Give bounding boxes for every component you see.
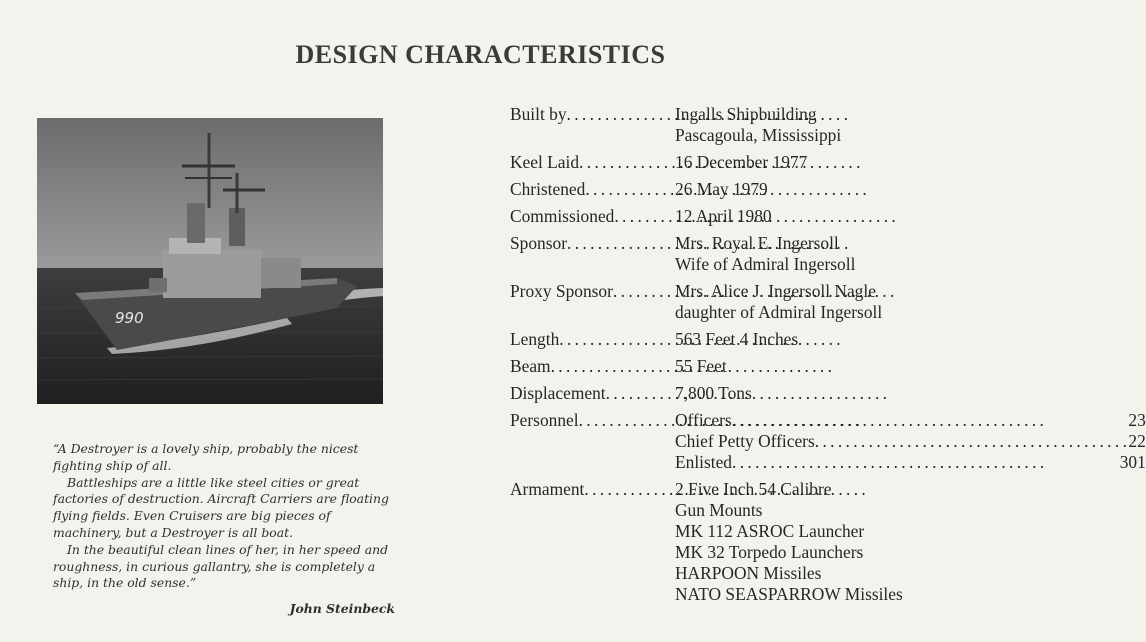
spec-armament xyxy=(510,479,945,605)
spec-label: Length xyxy=(510,329,560,349)
spec-label: Displacement xyxy=(510,383,606,403)
quote-author: John Steinbeck xyxy=(289,601,395,617)
spec-value: 7,800 Tons xyxy=(675,383,752,403)
page-title: DESIGN CHARACTERISTICS xyxy=(295,40,666,69)
spec-length xyxy=(510,329,945,350)
spec-value: Wife of Admiral Ingersoll xyxy=(675,254,856,274)
spec-value: NATO SEASPARROW Missiles xyxy=(675,584,903,604)
spec-sponsor xyxy=(510,233,945,275)
spec-value: 26 May 1979 xyxy=(675,179,768,199)
spec-value: MK 112 ASROC Launcher xyxy=(675,521,865,541)
hull-number: 990 xyxy=(115,309,144,327)
spec-value: Mrs. Royal E. Ingersoll xyxy=(675,233,839,253)
quote-paragraph-1: “A Destroyer is a lovely ship, probably the nicest fighting ship of all. xyxy=(53,441,359,473)
steinbeck-quote xyxy=(53,441,403,618)
spec-value: Gun Mounts xyxy=(675,500,763,520)
spec-label: Sponsor xyxy=(510,233,568,253)
spec-value: 563 Feet 4 Inches xyxy=(675,329,799,349)
personnel-enlisted: Enlisted . . . 301 xyxy=(675,452,1146,473)
spec-label: Proxy Sponsor xyxy=(510,281,613,301)
spec-value: 2 Five Inch 54 Calibre xyxy=(675,479,832,499)
spec-label: Commissioned xyxy=(510,206,615,226)
spec-value: 55 Feet xyxy=(675,356,727,376)
quote-paragraph-3: In the beautiful clean lines of her, in her speed and roughness, in curious gallantry, she is completely a ship, in the old sense.” xyxy=(53,541,389,591)
spec-label: Armament xyxy=(510,479,585,499)
spec-value: Pascagoula, Mississippi xyxy=(675,125,842,145)
spec-label: Personnel xyxy=(510,410,579,430)
spec-label: Built by xyxy=(510,104,567,124)
spec-personnel xyxy=(510,410,1146,473)
spec-label: Keel Laid xyxy=(510,152,580,172)
spec-value: daughter of Admiral Ingersoll xyxy=(675,302,883,322)
spec-value: 12 April 1980 xyxy=(675,206,772,226)
spec-built-by xyxy=(510,104,945,146)
spec-beam xyxy=(510,356,945,377)
spec-label: Christened xyxy=(510,179,586,199)
personnel-officers: Officers . . . 23 xyxy=(675,410,1146,431)
spec-displacement xyxy=(510,383,945,404)
spec-proxy-sponsor xyxy=(510,281,945,323)
spec-value: Mrs. Alice J. Ingersoll Nagle xyxy=(675,281,876,301)
spec-label: Beam xyxy=(510,356,551,376)
spec-value: HARPOON Missiles xyxy=(675,563,822,583)
spec-value: MK 32 Torpedo Launchers xyxy=(675,542,864,562)
personnel-chief-petty-officers: Chief Petty Officers . . . 22 xyxy=(675,431,1146,452)
quote-paragraph-2: Battleships are a little like steel cities or great factories of destruction. Aircraft Carriers are floating flying fields. Even Cruisers are big pieces of machinery, but a Destroyer is all boat. xyxy=(53,474,389,540)
spec-keel-laid xyxy=(510,152,945,173)
spec-value: Ingalls Shipbuilding xyxy=(675,104,817,124)
specs-list xyxy=(510,104,1146,611)
spec-christened xyxy=(510,179,945,200)
destroyer-photo xyxy=(37,118,383,404)
spec-value: 16 December 1977 xyxy=(675,152,808,172)
spec-commissioned xyxy=(510,206,945,227)
